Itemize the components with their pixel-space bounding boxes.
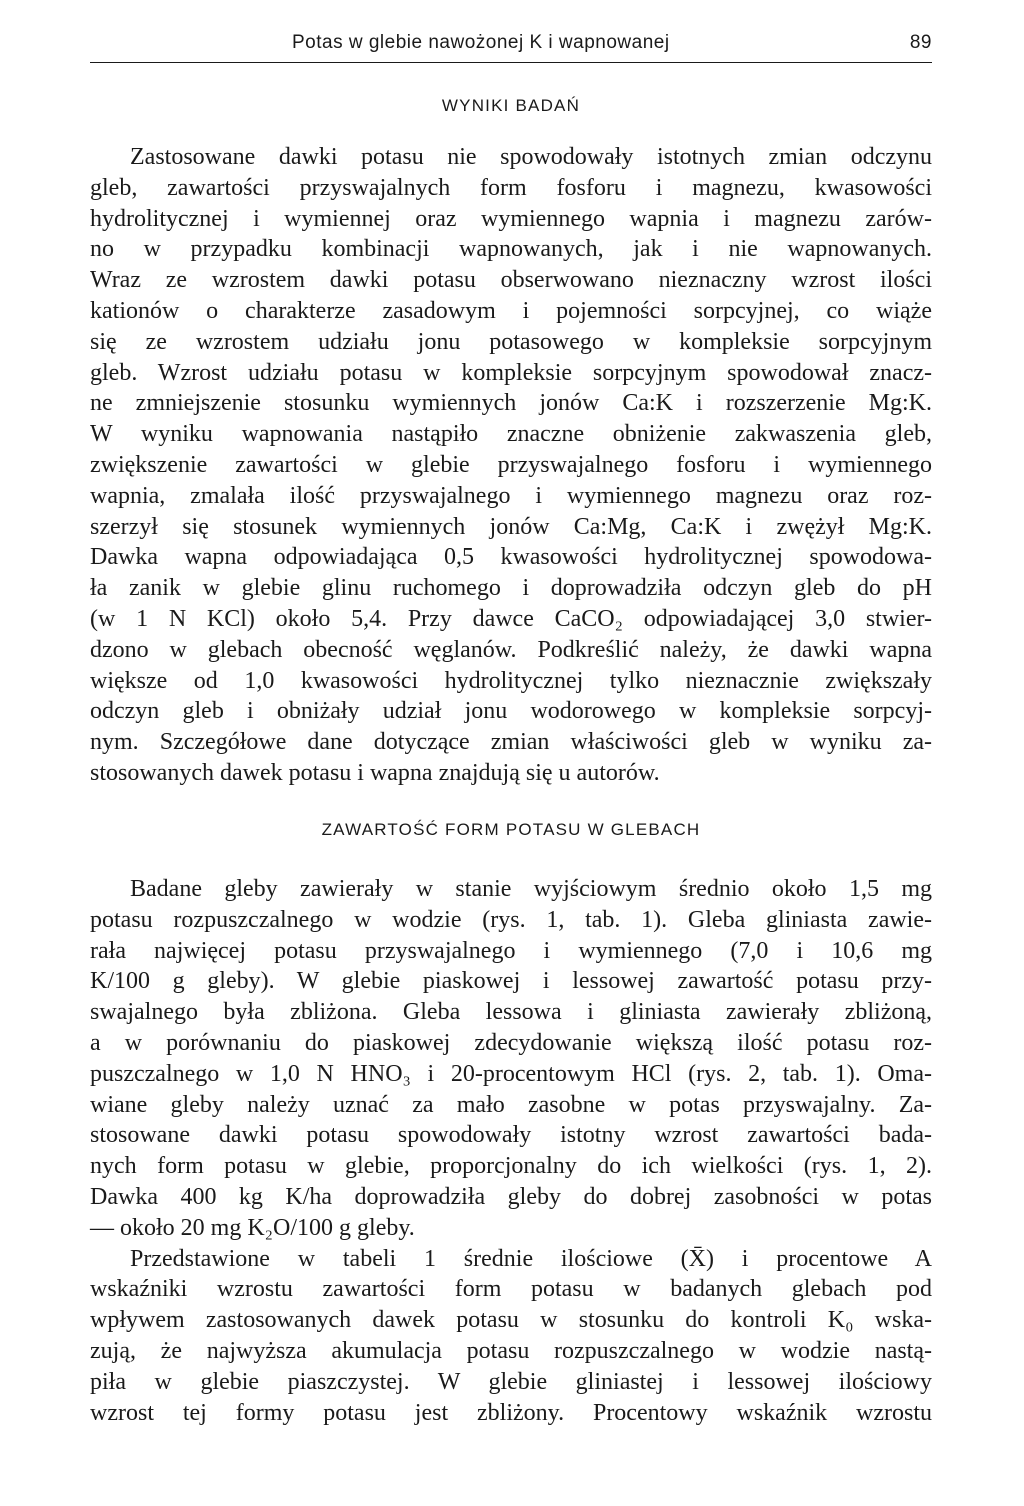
- text-line: kationów o charakterze zasadowym i pojemności sorpcyjnej, co wiąże: [90, 297, 932, 324]
- text-line: stosowane dawki potasu spowodowały istotny wzrost zawartości bada-: [90, 1122, 932, 1149]
- text-line: nych form potasu w glebie, proporcjonalny do ich wielkości (rys. 1, 2).: [90, 1153, 932, 1180]
- results-body: [90, 142, 932, 789]
- text-line: (w 1 N KCl) około 5,4. Przy dawce CaCO₂ odpowiadającej 3,0 stwier-: [90, 605, 932, 632]
- text-line: Badane gleby zawierały w stanie wyjściowym średnio około 1,5 mg: [130, 876, 932, 902]
- text-line: a w porównaniu do piaskowej zdecydowanie większą ilość potasu roz-: [90, 1029, 932, 1056]
- section-heading-results: WYNIKI BADAŃ: [441, 96, 581, 115]
- text-line: stosowanych dawek potasu i wapna znajdują się u autorów.: [90, 759, 660, 786]
- text-line: Wraz ze wzrostem dawki potasu obserwowano nieznaczny wzrost ilości: [90, 267, 932, 294]
- text-line: Zastosowane dawki potasu nie spowodowały istotnych zmian odczynu: [130, 144, 932, 170]
- text-line: W wyniku wapnowania nastąpiło znaczne obniżenie zakwaszenia gleb,: [90, 421, 932, 448]
- text-line: wpływem zastosowanych dawek potasu w stosunku do kontroli K₀ wska-: [90, 1307, 932, 1334]
- text-line: szerzył się stosunek wymiennych jonów Ca:Mg, Ca:K i zwężył Mg:K.: [90, 513, 932, 540]
- text-line: wskaźniki wzrostu zawartości form potasu w badanych glebach pod: [90, 1276, 932, 1303]
- text-line: hydrolitycznej i wymiennej oraz wymiennego wapnia i magnezu zarów-: [90, 205, 932, 232]
- page-number: 89: [909, 32, 932, 53]
- text-line: nym. Szczegółowe dane dotyczące zmian właściwości gleb w wyniku za-: [90, 729, 932, 756]
- text-line: swajalnego była zbliżona. Gleba lessowa i gliniasta zawierały zbliżoną,: [90, 999, 932, 1026]
- text-line: wiane gleby należy uznać za mało zasobne w potas przyswajalny. Za-: [90, 1091, 932, 1118]
- text-line: wapnia, zmalała ilość przyswajalnego i wymiennego magnezu oraz roz-: [90, 482, 932, 509]
- text-line: ne zmniejszenie stosunku wymiennych jonów Ca:K i rozszerzenie Mg:K.: [90, 390, 932, 417]
- potassium-forms-body: [90, 874, 932, 1428]
- text-line: piła w glebie piaszczystej. W glebie gliniastej i lessowej ilościowy: [90, 1368, 932, 1395]
- text-line: Dawka 400 kg K/ha doprowadziła gleby do dobrej zasobności w potas: [90, 1183, 932, 1210]
- text-line: zują, że najwyższa akumulacja potasu rozpuszczalnego w wodzie nastą-: [90, 1337, 932, 1364]
- section-heading-potassium-forms: ZAWARTOŚĆ FORM POTASU W GLEBACH: [321, 820, 701, 839]
- text-line: dzono w glebach obecność węglanów. Podkreślić należy, że dawki wapna: [90, 636, 932, 663]
- text-line: się ze wzrostem udziału jonu potasowego w kompleksie sorpcyjnym: [90, 328, 932, 355]
- text-line: rała najwięcej potasu przyswajalnego i wymiennego (7,0 i 10,6 mg: [90, 937, 932, 964]
- text-line: Dawka wapna odpowiadająca 0,5 kwasowości hydrolitycznej spowodowa-: [90, 544, 932, 571]
- header-rule: [90, 62, 932, 63]
- text-line: gleb. Wzrost udziału potasu w kompleksie sorpcyjnym spowodował znacz-: [90, 359, 932, 386]
- text-line: no w przypadku kombinacji wapnowanych, jak i nie wapnowanych.: [90, 236, 932, 263]
- text-line: gleb, zawartości przyswajalnych form fosforu i magnezu, kwasowości: [90, 174, 932, 201]
- running-title: Potas w glebie nawożonej K i wapnowanej: [292, 32, 670, 53]
- text-line: wzrost tej formy potasu jest zbliżony. Procentowy wskaźnik wzrostu: [90, 1399, 932, 1426]
- text-line: większe od 1,0 kwasowości hydrolitycznej tylko nieznacznie zwiększały: [90, 667, 932, 694]
- text-line: potasu rozpuszczalnego w wodzie (rys. 1, tab. 1). Gleba gliniasta zawie-: [90, 906, 932, 933]
- running-head: [90, 28, 932, 60]
- text-line: puszczalnego w 1,0 N HNO₃ i 20-procentowym HCl (rys. 2, tab. 1). Oma-: [90, 1060, 932, 1087]
- text-line: Przedstawione w tabeli 1 średnie ilościowe (X̄) i procentowe A: [130, 1245, 932, 1272]
- text-line: zwiększenie zawartości w glebie przyswajalnego fosforu i wymiennego: [90, 451, 932, 478]
- text-line: ła zanik w glebie glinu ruchomego i doprowadziła odczyn gleb do pH: [90, 575, 932, 602]
- text-line: K/100 g gleby). W glebie piaskowej i lessowej zawartość potasu przy-: [90, 968, 932, 995]
- text-line: odczyn gleb i obniżały udział jonu wodorowego w kompleksie sorpcyj-: [90, 698, 932, 725]
- text-line: — około 20 mg K₂O/100 g gleby.: [90, 1214, 415, 1241]
